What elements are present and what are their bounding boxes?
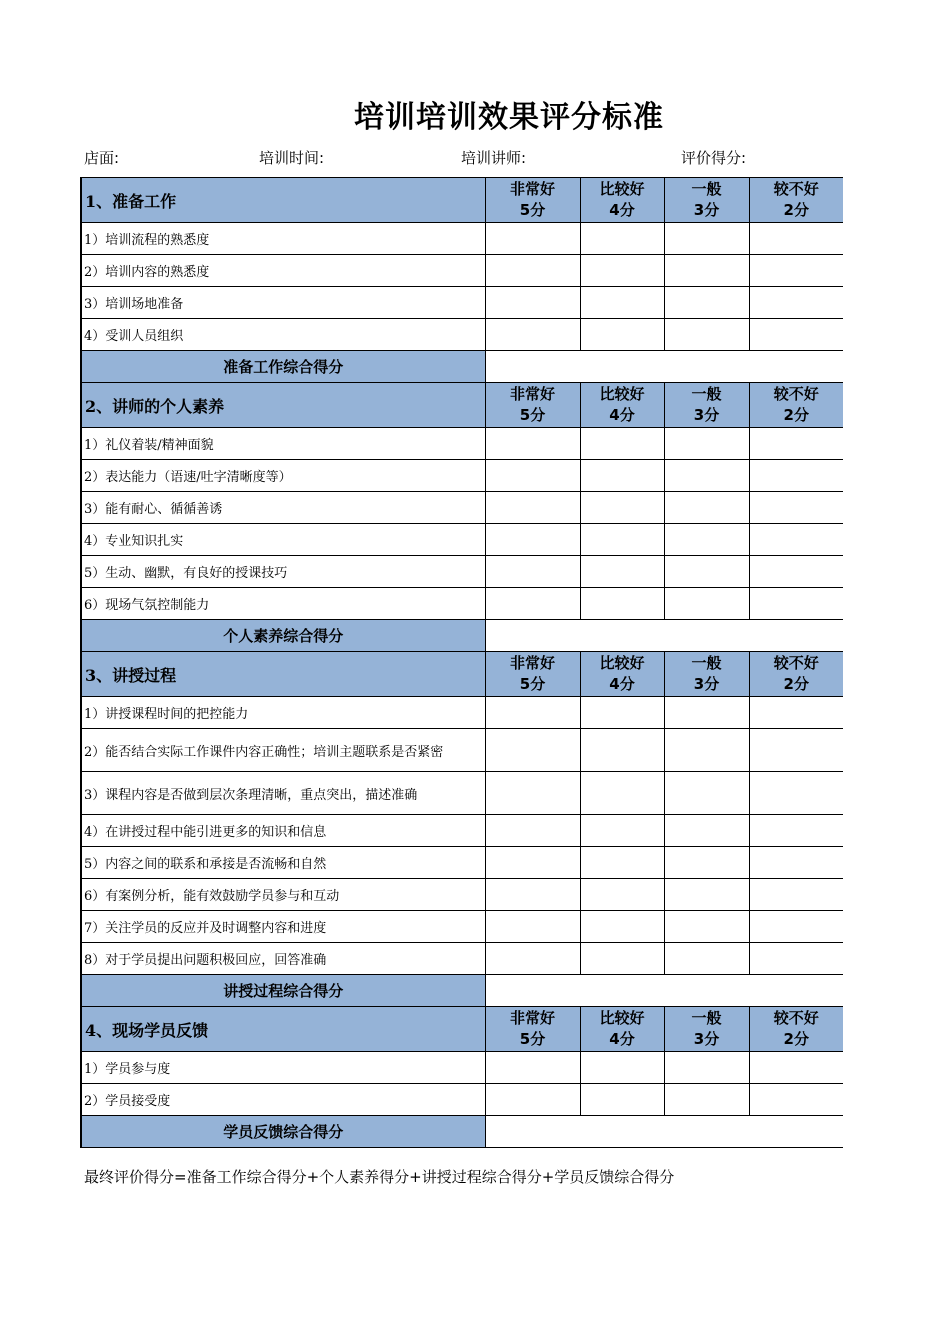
score-cell[interactable]	[485, 319, 580, 351]
training-time-field-label: 培训时间:	[259, 149, 325, 167]
score-field-label: 评价得分:	[681, 149, 747, 167]
criteria-row	[81, 223, 843, 255]
criteria-label: 4）在讲授过程中能引进更多的知识和信息	[81, 815, 485, 847]
criteria-label: 3）能有耐心、循循善诱	[81, 492, 485, 524]
rating-points: 2分	[783, 406, 809, 424]
score-cell[interactable]	[580, 729, 664, 772]
score-cell[interactable]	[749, 943, 843, 975]
score-cell[interactable]	[580, 815, 664, 847]
score-cell[interactable]	[485, 943, 580, 975]
rating-points: 3分	[693, 406, 720, 424]
subtotal-score-cell[interactable]	[485, 351, 843, 383]
score-cell[interactable]	[664, 911, 749, 943]
score-cell[interactable]	[485, 1052, 580, 1084]
rating-header	[749, 178, 843, 223]
rating-header	[485, 1007, 580, 1052]
score-cell[interactable]	[485, 588, 580, 620]
score-cell[interactable]	[580, 911, 664, 943]
rating-header	[580, 652, 664, 697]
score-cell[interactable]	[749, 1084, 843, 1116]
rating-points: 2分	[783, 675, 809, 693]
rating-label: 非常好	[509, 180, 555, 198]
score-cell[interactable]	[749, 879, 843, 911]
criteria-label: 1）讲授课程时间的把控能力	[81, 697, 485, 729]
score-cell[interactable]	[580, 223, 664, 255]
score-cell[interactable]	[580, 697, 664, 729]
store-field-label: 店面:	[84, 149, 120, 167]
score-cell[interactable]	[749, 319, 843, 351]
subtotal-score-cell[interactable]	[485, 975, 843, 1007]
score-cell[interactable]	[580, 460, 664, 492]
rating-label: 较不好	[773, 385, 819, 403]
score-cell[interactable]	[485, 428, 580, 460]
criteria-label: 2）能否结合实际工作课件内容正确性；培训主题联系是否紧密	[81, 729, 485, 772]
score-cell[interactable]	[580, 255, 664, 287]
score-cell[interactable]	[580, 428, 664, 460]
subtotal-row	[81, 975, 843, 1007]
section-header-row	[81, 652, 843, 697]
rating-points: 4分	[609, 406, 635, 424]
score-cell[interactable]	[749, 772, 843, 815]
score-cell[interactable]	[749, 911, 843, 943]
subtotal-label: 讲授过程综合得分	[81, 975, 485, 1007]
criteria-row	[81, 847, 843, 879]
criteria-label: 1）学员参与度	[81, 1052, 485, 1084]
rating-points: 2分	[783, 1030, 809, 1048]
score-cell[interactable]	[485, 556, 580, 588]
criteria-row	[81, 588, 843, 620]
score-cell[interactable]	[749, 524, 843, 556]
page-title: 培训培训效果评分标准	[354, 100, 664, 135]
criteria-label: 2）培训内容的熟悉度	[81, 255, 485, 287]
criteria-row	[81, 255, 843, 287]
score-cell[interactable]	[664, 255, 749, 287]
subtotal-row	[81, 351, 843, 383]
score-cell[interactable]	[664, 729, 749, 772]
criteria-label: 5）内容之间的联系和承接是否流畅和自然	[81, 847, 485, 879]
score-cell[interactable]	[664, 943, 749, 975]
rating-label: 一般	[691, 1009, 722, 1027]
rating-points: 5分	[519, 1030, 546, 1048]
rating-label: 一般	[691, 180, 722, 198]
rating-label: 非常好	[509, 654, 555, 672]
rating-header	[580, 178, 664, 223]
criteria-label: 3）课程内容是否做到层次条理清晰，重点突出，描述准确	[81, 772, 485, 815]
score-cell[interactable]	[664, 1084, 749, 1116]
rating-label: 非常好	[509, 1009, 555, 1027]
rating-label: 非常好	[509, 385, 555, 403]
criteria-row	[81, 492, 843, 524]
score-cell[interactable]	[485, 729, 580, 772]
rating-points: 2分	[783, 201, 809, 219]
score-cell[interactable]	[485, 287, 580, 319]
score-cell[interactable]	[664, 772, 749, 815]
rating-points: 4分	[609, 201, 635, 219]
score-cell[interactable]	[485, 815, 580, 847]
rating-points: 3分	[693, 1030, 720, 1048]
rating-header	[580, 1007, 664, 1052]
score-cell[interactable]	[749, 697, 843, 729]
score-cell[interactable]	[580, 588, 664, 620]
criteria-label: 6）现场气氛控制能力	[81, 588, 485, 620]
score-cell[interactable]	[664, 697, 749, 729]
rating-points: 5分	[519, 201, 546, 219]
rating-label: 一般	[691, 385, 722, 403]
score-cell[interactable]	[664, 223, 749, 255]
final-score-formula: 最终评价得分=准备工作综合得分+个人素养得分+讲授过程综合得分+学员反馈综合得分	[84, 1168, 675, 1186]
score-cell[interactable]	[580, 524, 664, 556]
score-cell[interactable]	[485, 911, 580, 943]
subtotal-score-cell[interactable]	[485, 620, 843, 652]
score-cell[interactable]	[580, 319, 664, 351]
rating-label: 较不好	[773, 654, 819, 672]
score-cell[interactable]	[485, 524, 580, 556]
section-header-row	[81, 1007, 843, 1052]
score-cell[interactable]	[749, 492, 843, 524]
rating-points: 3分	[693, 201, 720, 219]
subtotal-row	[81, 1116, 843, 1148]
rating-points: 3分	[693, 675, 720, 693]
criteria-label: 7）关注学员的反应并及时调整内容和进度	[81, 911, 485, 943]
section-header-row	[81, 178, 843, 223]
score-cell[interactable]	[580, 1052, 664, 1084]
score-cell[interactable]	[580, 943, 664, 975]
criteria-row	[81, 772, 843, 815]
criteria-row	[81, 556, 843, 588]
rating-points: 4分	[609, 1030, 635, 1048]
rating-points: 5分	[519, 406, 546, 424]
score-cell[interactable]	[485, 460, 580, 492]
score-cell[interactable]	[485, 772, 580, 815]
criteria-label: 2）表达能力（语速/吐字清晰度等）	[81, 460, 485, 492]
score-cell[interactable]	[664, 556, 749, 588]
criteria-row	[81, 428, 843, 460]
subtotal-label: 学员反馈综合得分	[81, 1116, 485, 1148]
score-cell[interactable]	[664, 428, 749, 460]
criteria-row	[81, 697, 843, 729]
score-cell[interactable]	[664, 588, 749, 620]
criteria-row	[81, 729, 843, 772]
criteria-label: 1）礼仪着装/精神面貌	[81, 428, 485, 460]
score-cell[interactable]	[749, 223, 843, 255]
score-cell[interactable]	[485, 697, 580, 729]
score-cell[interactable]	[485, 879, 580, 911]
rating-header	[485, 383, 580, 428]
rating-label: 较不好	[773, 1009, 819, 1027]
rating-header	[580, 383, 664, 428]
score-cell[interactable]	[749, 460, 843, 492]
rating-label: 比较好	[599, 1009, 645, 1027]
score-cell[interactable]	[664, 492, 749, 524]
score-cell[interactable]	[664, 1052, 749, 1084]
rating-header	[664, 178, 749, 223]
score-cell[interactable]	[749, 815, 843, 847]
criteria-label: 4）专业知识扎实	[81, 524, 485, 556]
criteria-row	[81, 287, 843, 319]
score-cell[interactable]	[749, 847, 843, 879]
score-cell[interactable]	[485, 492, 580, 524]
score-cell[interactable]	[580, 1084, 664, 1116]
rating-points: 5分	[519, 675, 546, 693]
rating-label: 一般	[691, 654, 722, 672]
trainer-field-label: 培训讲师:	[461, 149, 527, 167]
section-title: 3、讲授过程	[81, 652, 485, 697]
score-cell[interactable]	[749, 556, 843, 588]
score-cell[interactable]	[485, 223, 580, 255]
criteria-row	[81, 815, 843, 847]
criteria-label: 6）有案例分析，能有效鼓励学员参与和互动	[81, 879, 485, 911]
rating-points: 4分	[609, 675, 635, 693]
score-cell[interactable]	[485, 847, 580, 879]
criteria-label: 2）学员接受度	[81, 1084, 485, 1116]
rating-header	[485, 178, 580, 223]
score-cell[interactable]	[749, 1052, 843, 1084]
criteria-row	[81, 943, 843, 975]
rating-header	[664, 1007, 749, 1052]
section-title: 1、准备工作	[81, 178, 485, 223]
score-cell[interactable]	[580, 556, 664, 588]
score-cell[interactable]	[749, 428, 843, 460]
score-cell[interactable]	[749, 588, 843, 620]
section-header-row	[81, 383, 843, 428]
score-cell[interactable]	[664, 879, 749, 911]
criteria-label: 5）生动、幽默，有良好的授课技巧	[81, 556, 485, 588]
score-cell[interactable]	[664, 319, 749, 351]
subtotal-label: 个人素养综合得分	[81, 620, 485, 652]
score-cell[interactable]	[485, 1084, 580, 1116]
score-cell[interactable]	[749, 729, 843, 772]
criteria-row	[81, 911, 843, 943]
criteria-row	[81, 879, 843, 911]
score-cell[interactable]	[664, 815, 749, 847]
criteria-row	[81, 1084, 843, 1116]
section-title: 4、现场学员反馈	[81, 1007, 485, 1052]
subtotal-score-cell[interactable]	[485, 1116, 843, 1148]
criteria-row	[81, 319, 843, 351]
score-cell[interactable]	[580, 492, 664, 524]
score-cell[interactable]	[749, 287, 843, 319]
criteria-row	[81, 460, 843, 492]
rating-header	[664, 383, 749, 428]
rating-header	[664, 652, 749, 697]
subtotal-label: 准备工作综合得分	[81, 351, 485, 383]
score-cell[interactable]	[664, 524, 749, 556]
score-cell[interactable]	[485, 255, 580, 287]
criteria-label: 4）受训人员组织	[81, 319, 485, 351]
score-cell[interactable]	[580, 287, 664, 319]
criteria-row	[81, 1052, 843, 1084]
score-cell[interactable]	[580, 772, 664, 815]
score-cell[interactable]	[580, 879, 664, 911]
rating-header	[749, 383, 843, 428]
score-cell[interactable]	[580, 847, 664, 879]
subtotal-row	[81, 620, 843, 652]
rating-header	[485, 652, 580, 697]
score-cell[interactable]	[664, 287, 749, 319]
score-cell[interactable]	[664, 847, 749, 879]
rating-header	[749, 652, 843, 697]
criteria-label: 1）培训流程的熟悉度	[81, 223, 485, 255]
criteria-label: 8）对于学员提出问题积极回应，回答准确	[81, 943, 485, 975]
evaluation-table	[80, 177, 843, 1148]
rating-label: 比较好	[599, 385, 645, 403]
score-cell[interactable]	[749, 255, 843, 287]
rating-header	[749, 1007, 843, 1052]
criteria-row	[81, 524, 843, 556]
rating-label: 比较好	[599, 654, 645, 672]
rating-label: 较不好	[773, 180, 819, 198]
rating-label: 比较好	[599, 180, 645, 198]
score-cell[interactable]	[664, 460, 749, 492]
section-title: 2、讲师的个人素养	[81, 383, 485, 428]
criteria-label: 3）培训场地准备	[81, 287, 485, 319]
